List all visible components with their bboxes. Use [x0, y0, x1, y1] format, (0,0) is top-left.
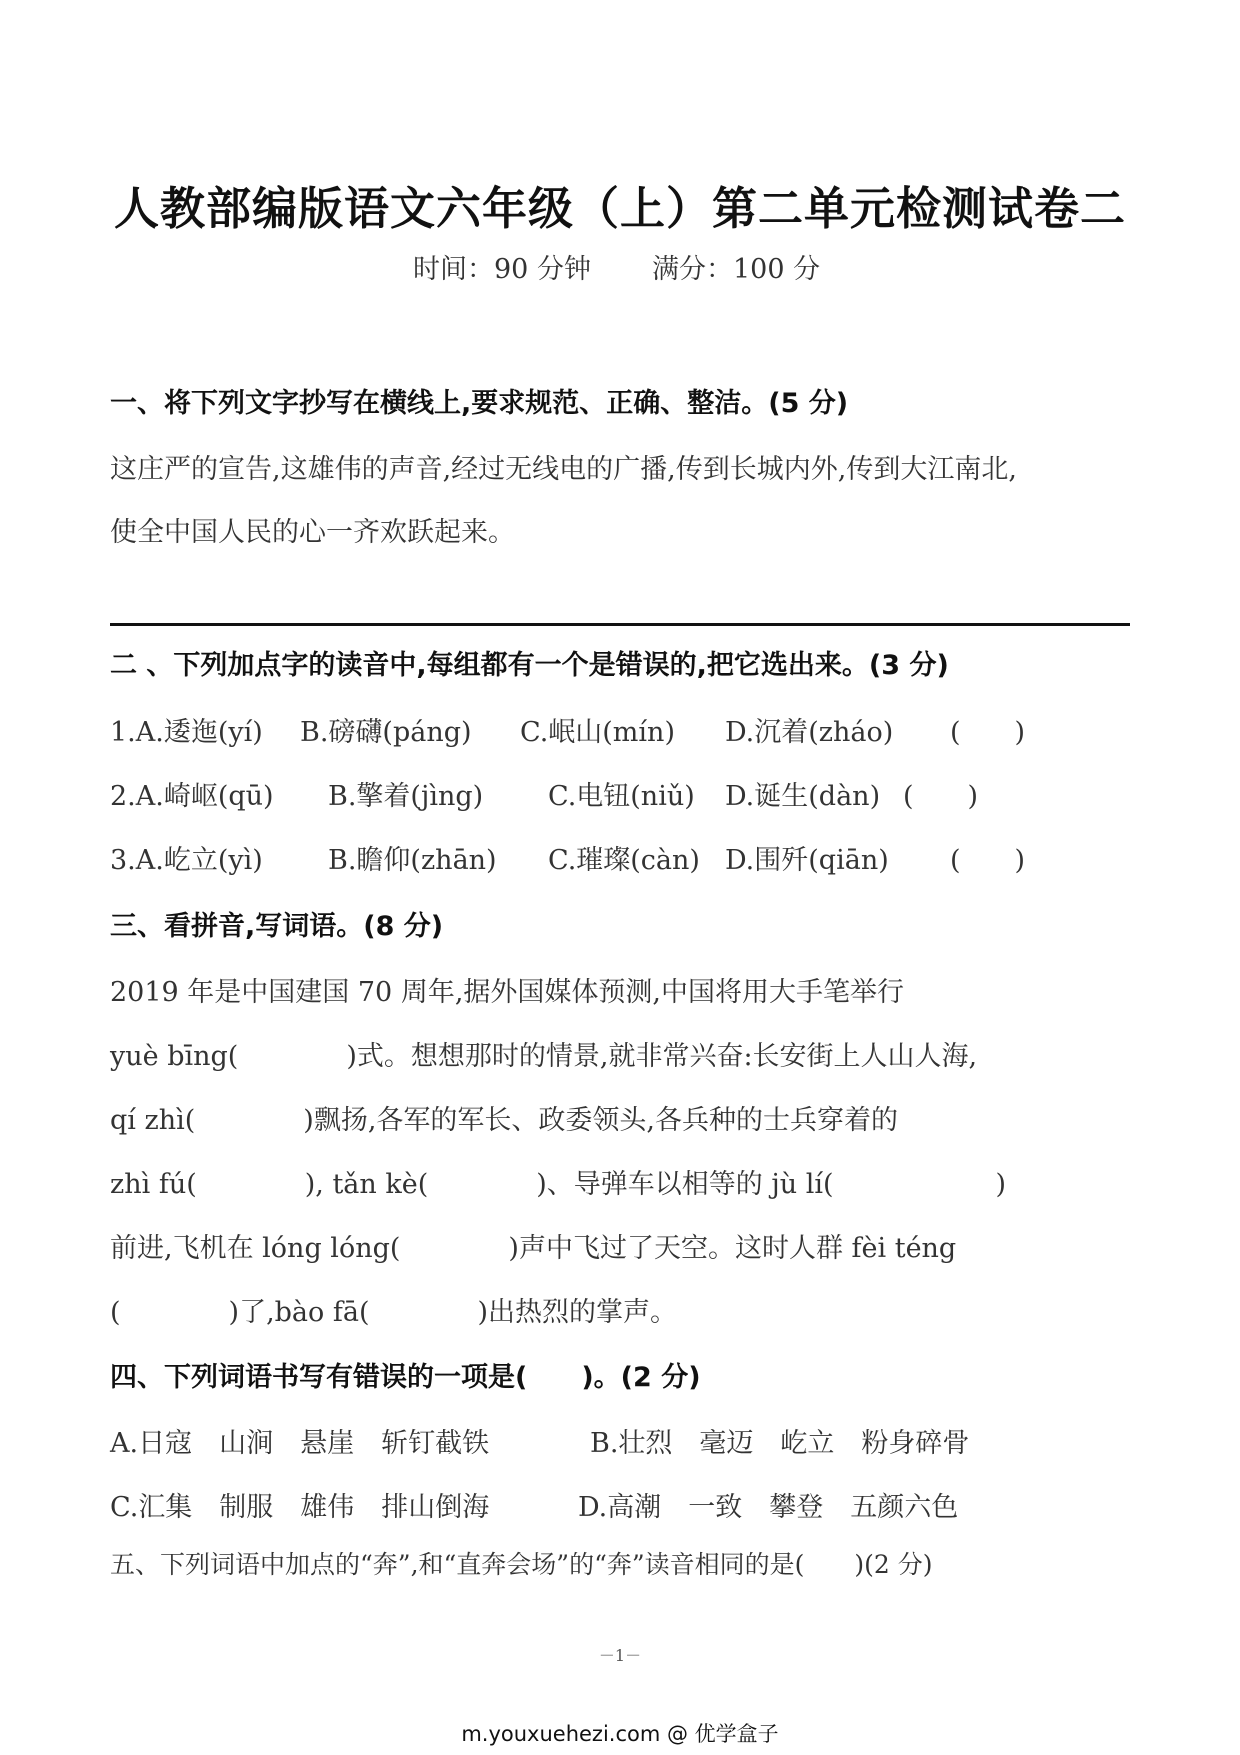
question-2-option-a: 2.A.崎岖(qū): [110, 781, 274, 812]
question-1-option-d: D.沉着(zháo): [725, 717, 894, 748]
pinyin-text-line: yuè bīng( )式。想想那时的情景,就非常兴奋:长安街上人山人海,: [110, 1041, 978, 1072]
question-2-option-b: B.擎着(jìng): [328, 781, 484, 812]
page-number: －1－: [598, 1646, 642, 1665]
section-4-option-c: C.汇集 制服 雄伟 排山倒海: [110, 1492, 490, 1523]
question-1-answer-blank[interactable]: ( ): [950, 717, 1026, 748]
question-3-answer-blank[interactable]: ( ): [950, 845, 1026, 876]
section-5-heading: 五、下列词语中加点的“奔”,和“直奔会场”的“奔”读音相同的是( )(2 分): [110, 1550, 933, 1579]
question-3-option-a: 3.A.屹立(yì): [110, 845, 263, 876]
pinyin-text-line: qí zhì( )飘扬,各军的军长、政委领头,各兵种的士兵穿着的: [110, 1105, 898, 1136]
question-1-option-a: 1.A.逶迤(yí): [110, 717, 263, 748]
question-1-option-c: C.岷山(mín): [520, 717, 675, 748]
full-score: 满分：100 分: [652, 254, 821, 285]
question-2-option-d: D.诞生(dàn): [725, 781, 881, 812]
question-1-option-b: B.磅礴(páng): [300, 717, 472, 748]
site-watermark: m.youxuehezi.com @ 优学盒子: [461, 1722, 779, 1746]
section-3-heading: 三、看拼音,写词语。(8 分): [110, 911, 444, 942]
question-3-option-d: D.围歼(qiān): [725, 845, 889, 876]
section-4-heading: 四、下列词语书写有错误的一项是( )。(2 分): [110, 1362, 701, 1393]
pinyin-text-line: ( )了,bào fā( )出热烈的掌声。: [110, 1297, 678, 1328]
copy-answer-line[interactable]: [110, 623, 1130, 626]
section-4-option-a: A.日寇 山涧 悬崖 斩钉截铁: [110, 1428, 490, 1459]
question-2-answer-blank[interactable]: ( ): [903, 781, 979, 812]
section-2-heading: 二 、下列加点字的读音中,每组都有一个是错误的,把它选出来。(3 分): [110, 650, 949, 681]
pinyin-text-line: 前进,飞机在 lóng lóng( )声中飞过了天空。这时人群 fèi téng: [110, 1233, 957, 1264]
page-title: 人教部编版语文六年级（上）第二单元检测试卷二: [113, 182, 1126, 235]
section-1-heading: 一、将下列文字抄写在横线上,要求规范、正确、整洁。(5 分): [110, 388, 849, 419]
question-3-option-c: C.璀璨(càn): [548, 845, 700, 876]
section-1-text-line: 这庄严的宣告,这雄伟的声音,经过无线电的广播,传到长城内外,传到大江南北,: [110, 454, 1017, 485]
exam-time: 时间：90 分钟: [413, 254, 591, 285]
pinyin-text-line: 2019 年是中国建国 70 周年,据外国媒体预测,中国将用大手笔举行: [110, 977, 904, 1008]
section-1-text-line: 使全中国人民的心一齐欢跃起来。: [110, 517, 515, 548]
pinyin-text-line: zhì fú( ), tǎn kè( )、导弹车以相等的 jù lí( ): [110, 1169, 1007, 1200]
section-4-option-d: D.高潮 一致 攀登 五颜六色: [578, 1492, 959, 1523]
question-3-option-b: B.瞻仰(zhān): [328, 845, 497, 876]
section-4-option-b: B.壮烈 毫迈 屹立 粉身碎骨: [590, 1428, 970, 1459]
question-2-option-c: C.电钮(niǔ): [548, 781, 695, 812]
